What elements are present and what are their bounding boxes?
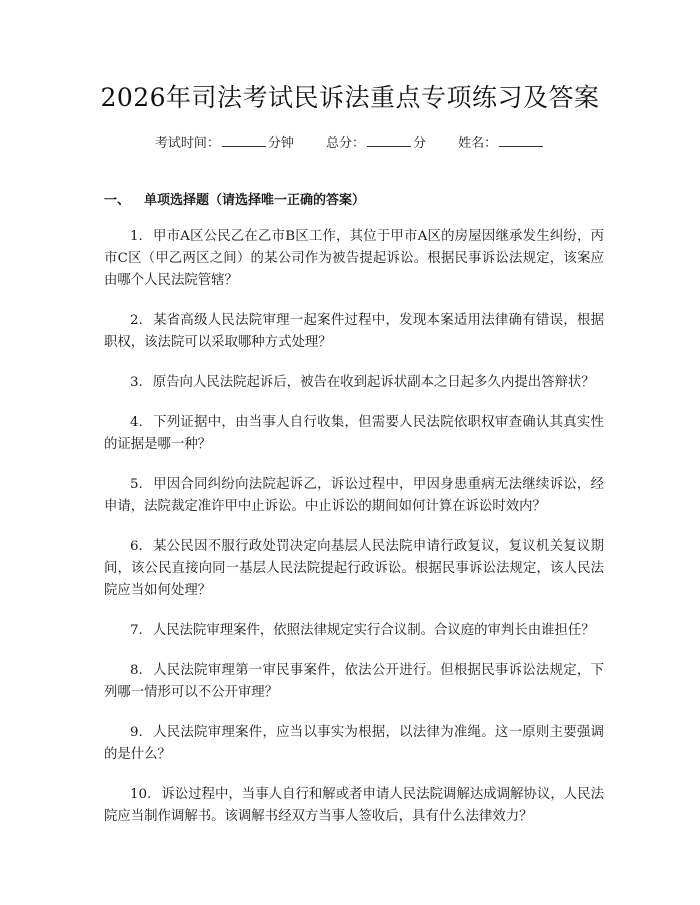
- exam-time-label: 考试时间：: [154, 136, 220, 151]
- question-item: [104, 372, 604, 394]
- question-number: 1.: [130, 229, 143, 244]
- question-item: [104, 474, 604, 518]
- question-number: 6.: [130, 539, 143, 554]
- total-score-blank: [367, 133, 411, 147]
- question-item: [104, 536, 604, 602]
- section-heading: [104, 192, 365, 210]
- total-score-unit: 分: [413, 136, 427, 151]
- question-number: 3.: [130, 375, 143, 390]
- question-number: 2.: [130, 313, 143, 328]
- total-score-label: 总分：: [325, 136, 365, 151]
- question-text: 人民法院审理案件，依照法律规定实行合议制。合议庭的审判长由谁担任？: [152, 623, 595, 638]
- name-label: 姓名：: [458, 136, 498, 151]
- question-item: [104, 412, 604, 456]
- exam-time-field: [155, 133, 294, 153]
- question-text: 人民法院审理案件，应当以事实为根据，以法律为准绳。这一原则主要强调的是什么？: [104, 725, 604, 762]
- question-text: 某省高级人民法院审理一起案件过程中，发现本案适用法律确有错误，根据职权，该法院可以采取哪种方式处理？: [104, 313, 604, 350]
- question-number: 7.: [130, 623, 143, 638]
- question-text: 甲因合同纠纷向法院起诉乙，诉讼过程中，甲因身患重病无法继续诉讼，经申请，法院裁定准许甲中止诉讼。中止诉讼的期间如何计算在诉讼时效内？: [104, 477, 604, 514]
- question-text: 甲市A区公民乙在乙市B区工作，其位于甲市A区的房屋因继承发生纠纷，丙市C区（甲乙两区之间）的某公司作为被告提起诉讼。根据民事诉讼法规定，该案应由哪个人民法院管辖？: [104, 229, 604, 288]
- document-title: 2026年司法考试民诉法重点专项练习及答案: [100, 83, 600, 112]
- exam-time-unit: 分钟: [267, 136, 294, 151]
- question-item: [104, 226, 604, 292]
- total-score-field: [326, 133, 426, 153]
- question-number: 5.: [130, 477, 143, 492]
- question-text: 人民法院审理第一审民事案件，依法公开进行。但根据民事诉讼法规定，下列哪一情形可以不公开审理？: [104, 663, 604, 700]
- exam-time-blank: [222, 133, 266, 147]
- question-number: 8.: [130, 663, 143, 678]
- question-number: 4.: [130, 415, 143, 430]
- question-item: [104, 310, 604, 354]
- question-text: 下列证据中，由当事人自行收集，但需要人民法院依职权审查确认其真实性的证据是哪一种？: [104, 415, 604, 452]
- name-field: [458, 133, 545, 153]
- question-item: [104, 722, 604, 766]
- question-number: 9.: [130, 725, 143, 740]
- question-item: [104, 620, 604, 642]
- section-number: 一、: [104, 193, 131, 208]
- name-blank: [499, 133, 543, 147]
- question-text: 某公民因不服行政处罚决定向基层人民法院申请行政复议，复议机关复议期间，该公民直接向同一基层人民法院提起行政诉讼。根据民事诉讼法规定，该人民法院应当如何处理？: [104, 539, 604, 598]
- question-text: 原告向人民法院起诉后，被告在收到起诉状副本之日起多久内提出答辩状？: [152, 375, 595, 390]
- question-text: 诉讼过程中，当事人自行和解或者申请人民法院调解达成调解协议，人民法院应当制作调解书。该调解书经双方当事人签收后，具有什么法律效力？: [104, 787, 604, 824]
- question-item: [104, 784, 604, 828]
- question-item: [104, 660, 604, 704]
- section-title: 单项选择题（请选择唯一正确的答案）: [144, 193, 366, 208]
- question-list: [104, 226, 604, 846]
- exam-info-line: [0, 133, 700, 153]
- question-number: 10.: [130, 787, 152, 802]
